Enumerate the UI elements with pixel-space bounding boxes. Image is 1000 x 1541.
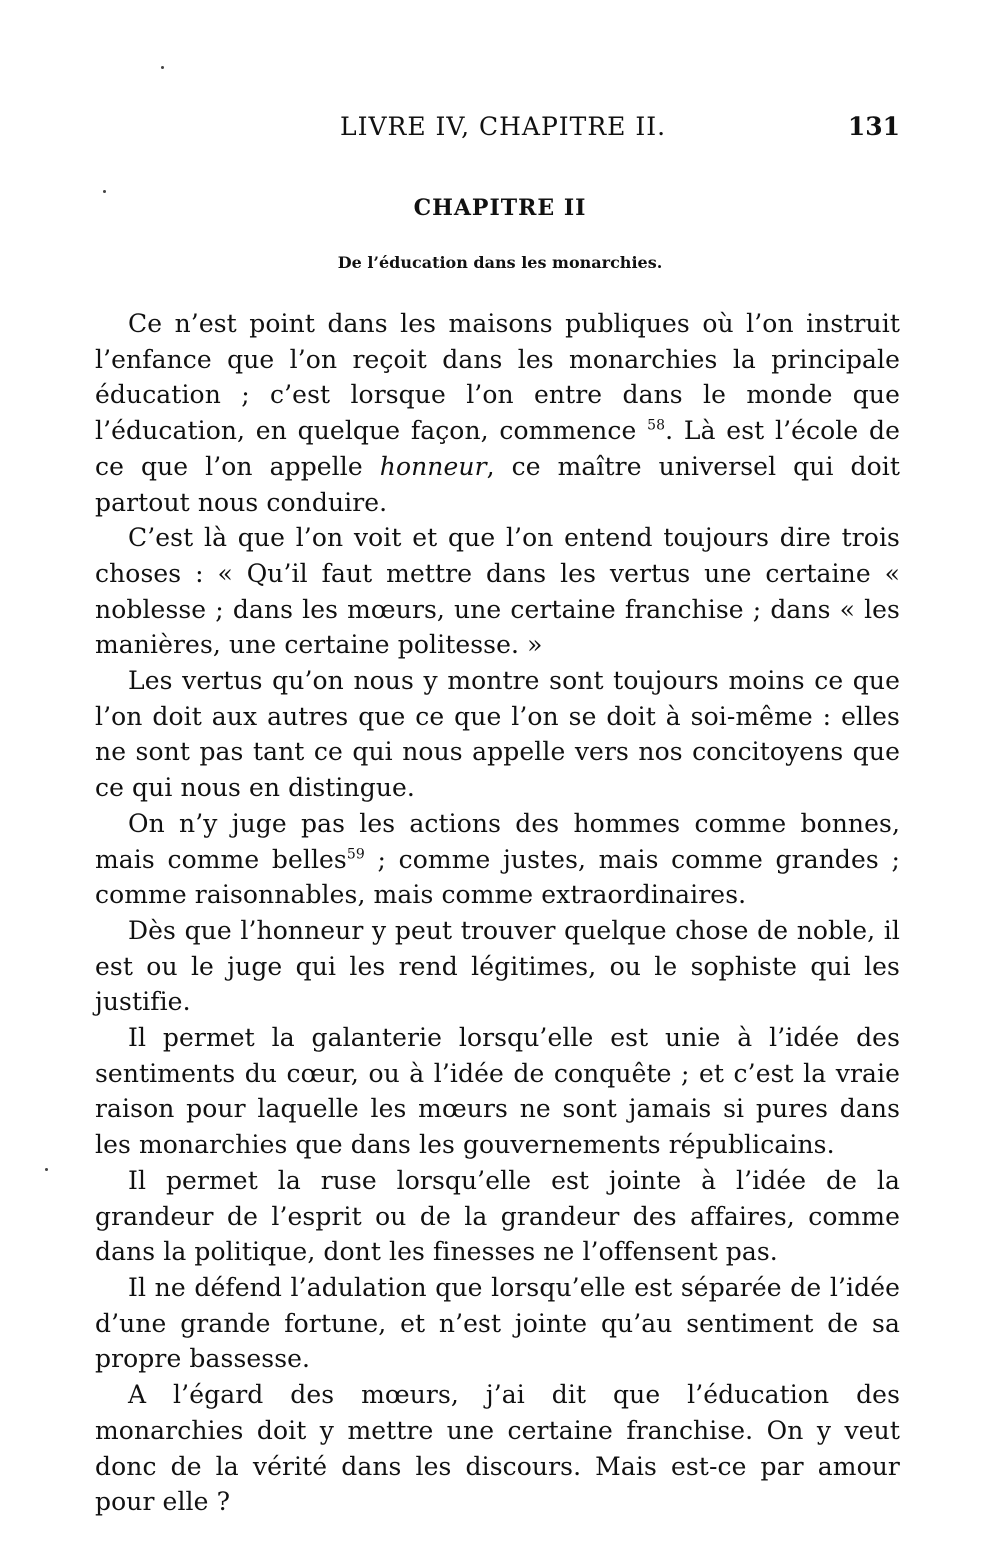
emphasis-honneur: honneur [379,451,487,481]
paragraph: Il permet la galanterie lorsqu’elle est unie à l’idée des sentiments du cœur, ou à l’idée de conquête ; et c’est la vraie raison pour laquelle les mœurs ne sont jamais si pures dans les monarchies que dans les gouvernements républicains. [95,1023,900,1160]
chapter-title: CHAPITRE II [413,195,587,221]
paragraph-text: , ce maître universel qui doit partout nous conduire. [95,451,900,517]
paragraph: Il ne défend l’adulation que lorsqu’elle est séparée de l’idée d’une grande fortune, et n’est jointe qu’au sentiment de sa propre bassesse. [95,1272,900,1374]
print-speck [45,1168,48,1171]
body-text [95,306,900,1520]
paragraph: C’est là que l’on voit et que l’on entend toujours dire trois choses : « Qu’il faut mettre dans les vertus une certaine « noblesse ; dans les mœurs, une certaine franchise ; dans « les manières, une certaine politesse. » [95,523,900,660]
page-number: 131 [847,112,900,141]
paragraph: A l’égard des mœurs, j’ai dit que l’éducation des monarchies doit y mettre une certaine franchise. On y veut donc de la vérité dans les discours. Mais est-ce par amour pour elle ? [95,1380,900,1517]
running-head [95,112,900,152]
paragraph-text: . Là est l’école de ce que l’on appelle [95,416,900,481]
paragraph-text: Ce n’est point dans les maisons publiques où l’on instruit l’enfance que l’on reçoit dans les monarchies la principale éducation ; c’est lorsque l’on entre dans le monde que l’éducation, en quelque façon, commence [95,309,900,446]
paragraph: Dès que l’honneur y peut trouver quelque chose de noble, il est ou le juge qui les rend légitimes, ou le sophiste qui les justifie. [95,915,900,1017]
paragraph [95,806,900,913]
footnote-ref-59: 59 [346,846,365,863]
footnote-ref-58: 58 [647,417,666,434]
paragraph: Il permet la ruse lorsqu’elle est jointe à l’idée de la grandeur de l’esprit ou de la grandeur des affaires, comme dans la politique, dont les finesses ne l’offensent pas. [95,1165,900,1267]
print-speck [103,190,106,193]
print-speck [161,66,164,69]
paragraph-text: On n’y juge pas les actions des hommes comme bonnes, mais comme belles [95,808,900,874]
chapter-subtitle: De l’éducation dans les monarchies. [337,253,663,272]
running-title: LIVRE IV, CHAPITRE II. [340,112,667,141]
paragraph [95,306,900,520]
paragraph-text: ; comme justes, mais comme grandes ; comme raisonnables, mais comme extraordinaires. [95,844,900,910]
paragraph: Les vertus qu’on nous y montre sont toujours moins ce que l’on doit aux autres que ce que l’on se doit à soi-même : elles ne sont pas tant ce qui nous appelle vers nos concitoyens que ce qui nous en distingue. [95,666,900,803]
